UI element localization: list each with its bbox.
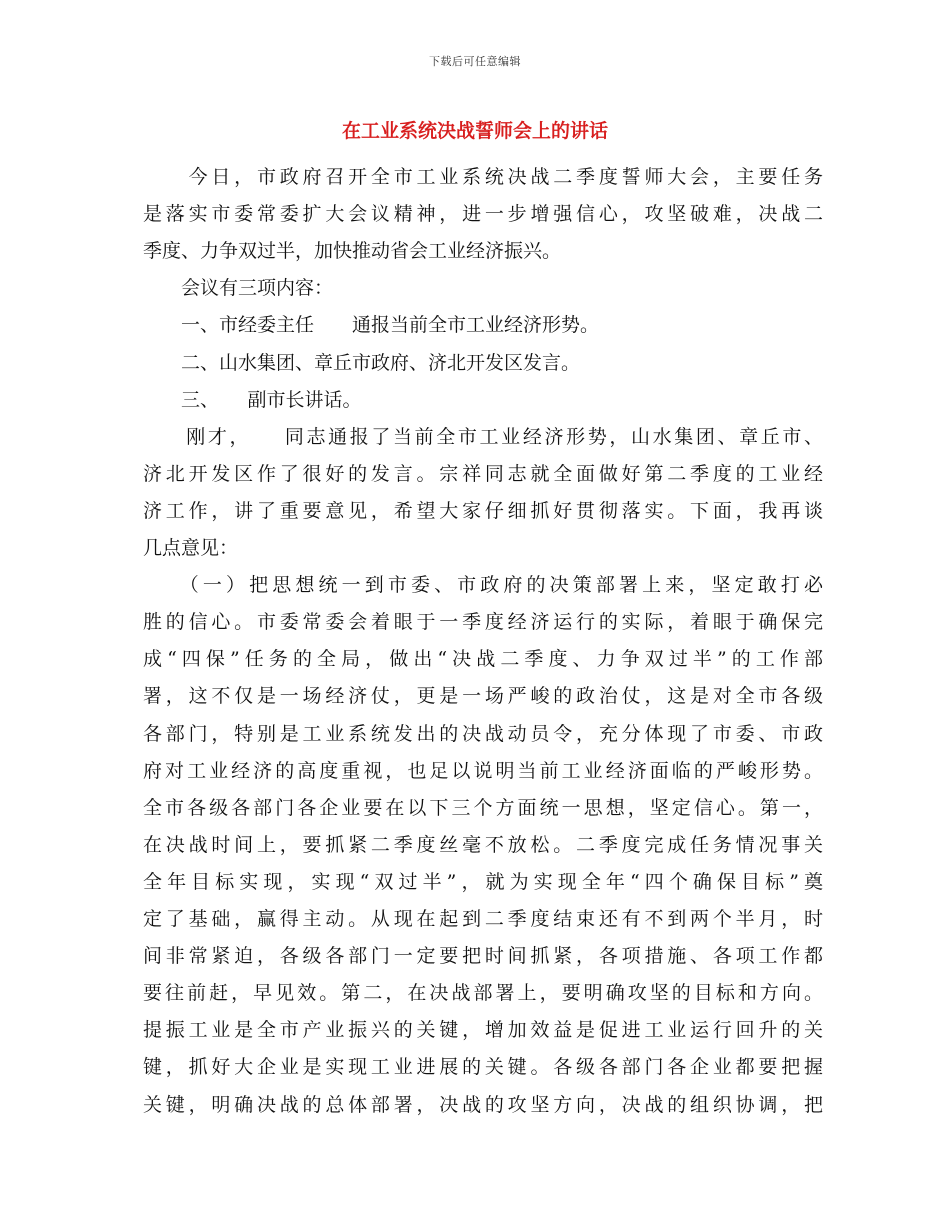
page-header: 下载后可任意编辑 xyxy=(429,55,521,68)
body-line: 是落实市委常委扩大会议精神，进一步增强信心，攻坚破难，决战二 xyxy=(143,203,823,226)
body-line: 键，抓好大企业是实现工业进展的关键。各级各部门各企业都要把握 xyxy=(143,1056,823,1079)
body-line: 三、 副市长讲话。 xyxy=(143,388,362,411)
body-line: 济工作，讲了重要意见，希望大家仔细抓好贯彻落实。下面，我再谈 xyxy=(143,499,823,522)
body-line: 几点意见： xyxy=(143,537,239,559)
body-line: 各部门，特别是工业系统发出的决战动员令，充分体现了市委、市政 xyxy=(143,722,823,745)
body-line: 要往前赶，早见效。第二，在决战部署上，要明确攻坚的目标和方向。 xyxy=(143,982,823,1005)
body-line: 定了基础，赢得主动。从现在起到二季度结束还有不到两个半月，时 xyxy=(143,908,823,930)
body-line: 刚才， 同志通报了当前全市工业经济形势，山水集团、章丘市、 xyxy=(143,425,823,448)
body-line: 关键，明确决战的总体部署，决战的攻坚方向，决战的组织协调，把 xyxy=(143,1093,823,1116)
body-line: 全年目标实现，实现“双过半”，就为实现全年“四个确保目标”奠 xyxy=(143,870,823,893)
body-line: （一）把思想统一到市委、市政府的决策部署上来，坚定敢打必 xyxy=(143,574,823,597)
body-line: 胜的信心。市委常委会着眼于一季度经济运行的实际，着眼于确保完 xyxy=(143,611,823,634)
body-line: 府对工业经济的高度重视，也足以说明当前工业经济面临的严峻形势。 xyxy=(143,759,823,782)
body-line: 二、山水集团、章丘市政府、济北开发区发言。 xyxy=(143,351,581,374)
body-line: 季度、力争双过半，加快推动省会工业经济振兴。 xyxy=(143,240,562,263)
body-line: 提振工业是全市产业振兴的关键，增加效益是促进工业运行回升的关 xyxy=(143,1019,823,1042)
body-line: 署，这不仅是一场经济仗，更是一场严峻的政治仗，这是对全市各级 xyxy=(143,685,823,708)
document-title: 在工业系统决战誓师会上的讲话 xyxy=(341,120,608,142)
body-line: 济北开发区作了很好的发言。宗祥同志就全面做好第二季度的工业经 xyxy=(143,462,823,485)
body-line: 成“四保”任务的全局，做出“决战二季度、力争双过半”的工作部 xyxy=(143,648,823,671)
body-line: 在决战时间上，要抓紧二季度丝毫不放松。二季度完成任务情况事关 xyxy=(143,833,823,856)
body-line: 一、市经委主任 通报当前全市工业经济形势。 xyxy=(143,314,600,337)
body-line: 全市各级各部门各企业要在以下三个方面统一思想，坚定信心。第一， xyxy=(143,796,823,819)
body-line: 今日，市政府召开全市工业系统决战二季度誓师大会，主要任务 xyxy=(143,166,823,188)
body-line: 会议有三项内容： xyxy=(143,277,334,300)
body-line: 间非常紧迫，各级各部门一定要把时间抓紧，各项措施、各项工作都 xyxy=(143,945,823,968)
